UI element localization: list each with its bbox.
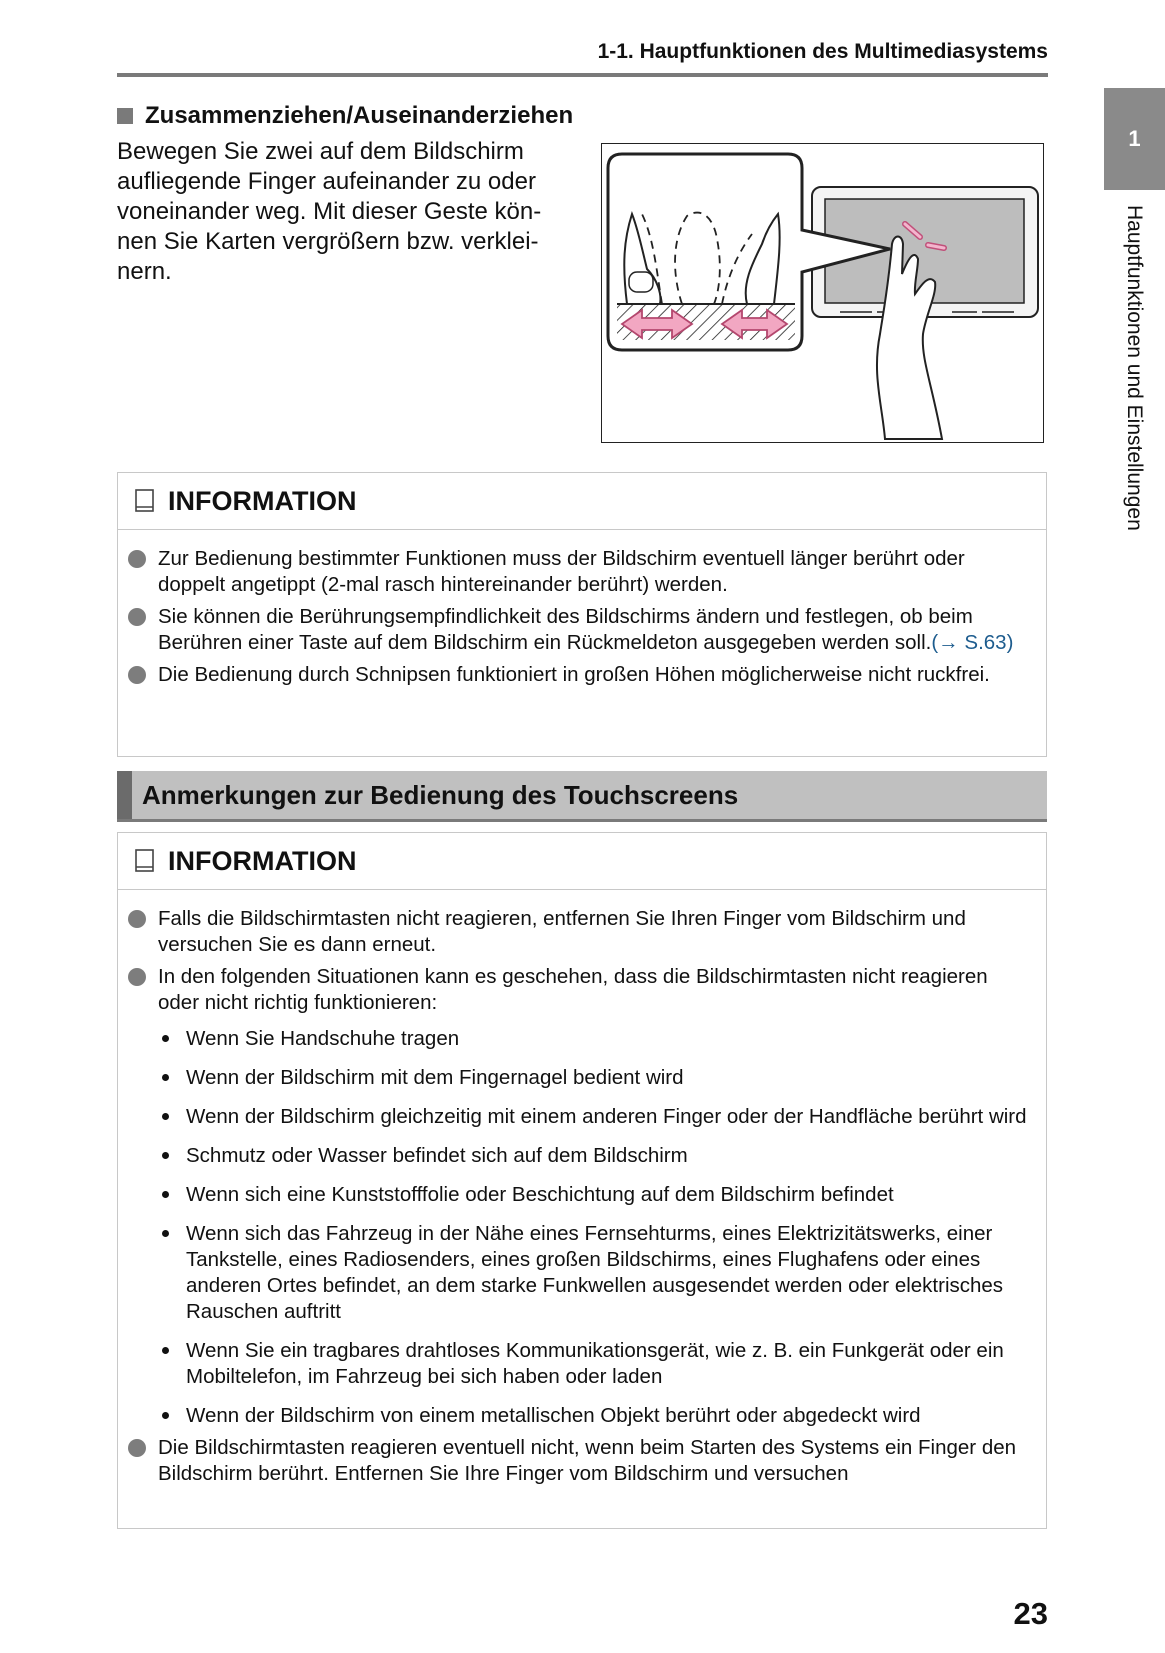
sub-list-item: [128, 1065, 1034, 1091]
header-rule: [117, 73, 1048, 77]
sub-bullet-icon: [162, 1412, 169, 1419]
information-box-2: [117, 832, 1047, 1529]
information-item-text: Falls die Bildschirmtasten nicht reagieren, entfernen Sie Ihren Finger vom Bildschirm und versuchen Sie es dann erneut.: [158, 907, 966, 956]
sub-list-item-text: Wenn der Bildschirm mit dem Fingernagel bedient wird: [186, 1066, 684, 1089]
bullet-icon: [128, 1439, 146, 1457]
information-box-1: [117, 472, 1047, 757]
sub-list-item: [128, 1182, 1034, 1208]
information-item-text: Die Bedienung durch Schnipsen funktioniert in großen Höhen möglicherweise nicht ruckfrei.: [158, 663, 990, 686]
pinch-heading: [117, 102, 573, 130]
bullet-icon: [128, 666, 146, 684]
bullet-icon: [128, 968, 146, 986]
sub-list-item: [128, 1143, 1034, 1169]
sub-list-item: [128, 1026, 1034, 1052]
information-item: [128, 604, 1034, 656]
book-icon: [134, 488, 156, 514]
running-title: 1-1. Hauptfunktionen des Multimediasystems: [597, 40, 1048, 63]
book-icon: [134, 848, 156, 874]
sub-bullet-icon: [162, 1035, 169, 1042]
sub-list-item-text: Wenn Sie Handschuhe tragen: [186, 1027, 460, 1050]
sub-list-item-text: Wenn sich eine Kunststofffolie oder Beschichtung auf dem Bildschirm befindet: [186, 1183, 894, 1206]
sub-bullet-icon: [162, 1191, 169, 1198]
sub-list-item-text: Wenn sich das Fahrzeug in der Nähe eines Fernsehturms, eines Elektrizitätswerks, einer Tankstelle, eines Radiosenders, eines großen Bildschirms, eines Flughafens oder eines anderen Ortes befindet, an dem starke Funkwellen ausgesendet werden oder elektrisches Rauschen auftritt: [186, 1222, 1004, 1323]
information-item: [128, 906, 1034, 958]
page-number: 23: [1013, 1596, 1048, 1631]
information-item-text: In den folgenden Situationen kann es geschehen, dass die Bildschirmtasten nicht reagieren oder nicht richtig funktionieren:: [158, 965, 988, 1014]
pinch-description: Bewegen Sie zwei auf dem Bildschirm aufliegende Finger aufeinander zu oder voneinander weg. Mit dieser Geste kön- nen Sie Karten vergrößern bzw. verklei- nern.: [117, 138, 542, 285]
sub-bullet-icon: [162, 1347, 169, 1354]
sub-list-item-text: Wenn der Bildschirm von einem metallischen Objekt berührt oder abgedeckt wird: [186, 1404, 921, 1427]
bullet-icon: [128, 550, 146, 568]
information-header-2: [118, 833, 1046, 890]
sub-list-item: [128, 1403, 1034, 1429]
information-item-text: Zur Bedienung bestimmter Funktionen muss der Bildschirm eventuell länger berührt oder doppelt angetippt (2-mal rasch hintereinander berührt) werden.: [158, 547, 965, 596]
sub-list-item-text: Wenn der Bildschirm gleichzeitig mit einem anderen Finger oder der Handfläche berührt wird: [186, 1105, 1027, 1128]
sub-bullet-icon: [162, 1152, 169, 1159]
chapter-label: Hauptfunktionen und Einstellungen: [1123, 205, 1146, 531]
chapter-tab: [1104, 88, 1165, 190]
pinch-gesture-illustration: [601, 143, 1044, 443]
sub-list-item: [128, 1104, 1034, 1130]
sub-list-item-text: Schmutz oder Wasser befindet sich auf dem Bildschirm: [186, 1144, 688, 1167]
page-reference-link[interactable]: (→ S.63): [931, 631, 1014, 654]
information-item: [128, 662, 1034, 688]
sub-bullet-icon: [162, 1074, 169, 1081]
sub-list-item: [128, 1338, 1034, 1390]
information-item: [128, 1435, 1034, 1487]
information-header-1: [118, 473, 1046, 530]
pinch-gesture-drawing: [602, 144, 1045, 444]
information-item-text: Die Bildschirmtasten reagieren eventuell nicht, wenn beim Starten des Systems ein Finger den Bildschirm berührt. Entfernen Sie Ihre Finger vom Bildschirm und versuchen: [158, 1436, 1017, 1485]
sub-list-item: [128, 1221, 1034, 1325]
chapter-number: 1: [1128, 126, 1141, 151]
information-title-2: INFORMATION: [168, 845, 357, 876]
square-bullet-icon: [117, 108, 133, 124]
bullet-icon: [128, 608, 146, 626]
information-item-text: Sie können die Berührungsempfindlichkeit des Bildschirms ändern und festlegen, ob beim Berühren einer Taste auf dem Bildschirm ein Rückmeldeton ausgegeben werden soll.: [158, 605, 973, 654]
section-heading: [117, 771, 1047, 819]
sub-list-item-text: Wenn Sie ein tragbares drahtloses Kommunikationsgerät, wie z. B. ein Funkgerät oder ein Mobiltelefon, im Fahrzeug bei sich haben oder laden: [186, 1339, 1004, 1388]
bullet-icon: [128, 910, 146, 928]
pinch-heading-text: Zusammenziehen/Auseinanderziehen: [145, 102, 574, 129]
information-item: [128, 546, 1034, 598]
section-heading-text: Anmerkungen zur Bedienung des Touchscreens: [142, 779, 739, 810]
information-title-1: INFORMATION: [168, 485, 357, 516]
sub-bullet-icon: [162, 1230, 169, 1237]
sub-bullet-icon: [162, 1113, 169, 1120]
information-item: [128, 964, 1034, 1016]
